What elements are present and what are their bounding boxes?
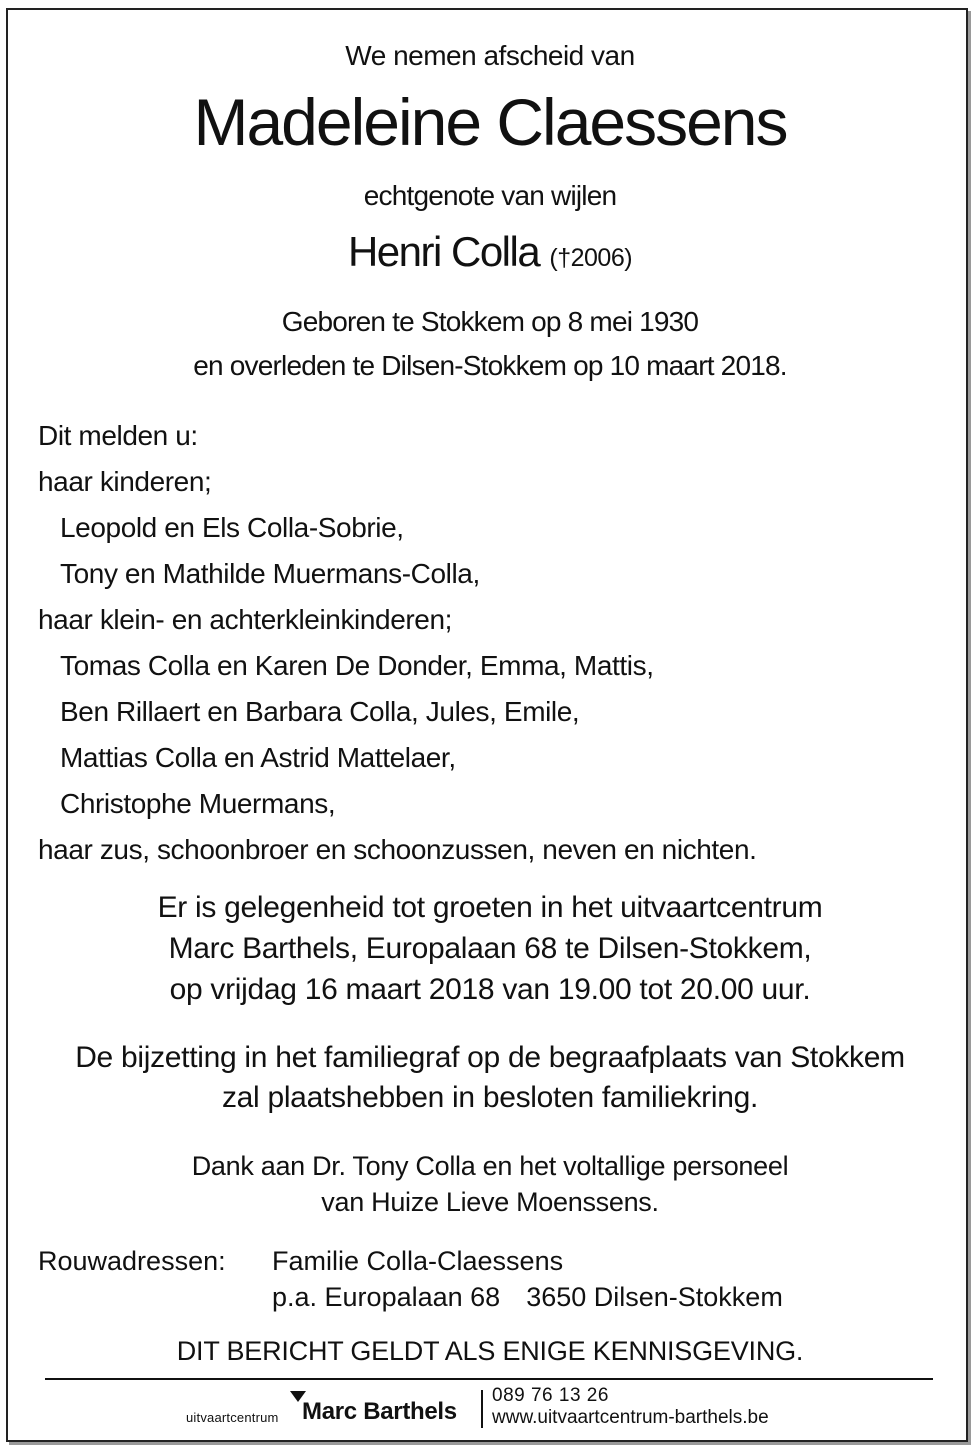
thanks-paragraph [0, 1150, 980, 1222]
spouse-death-year: (†2006) [549, 244, 633, 272]
spouse-line [0, 228, 980, 276]
spouse-label: echtgenote van wijlen [363, 180, 617, 211]
visitation-line: op vrijdag 16 maart 2018 van 19.00 tot 20.00 uur. [169, 973, 811, 1006]
intro-text: We nemen afscheid van [345, 40, 635, 71]
announcer-line: Tony en Mathilde Muermans-Colla, [60, 558, 480, 589]
visitation-line: Marc Barthels, Europalaan 68 te Dilsen-Stokkem, [168, 932, 812, 965]
condolence-address [272, 1282, 783, 1313]
thanks-line: Dank aan Dr. Tony Colla en het voltallige personeel [191, 1151, 789, 1181]
announcer-line: haar kinderen; [38, 466, 212, 497]
condolence-family: Familie Colla-Claessens [272, 1246, 564, 1276]
visitation-paragraph [0, 890, 980, 1013]
announcer-line: Tomas Colla en Karen De Donder, Emma, Mattis, [60, 650, 654, 681]
burial-line: De bijzetting in het familiegraf op de begraafplaats van Stokkem [75, 1041, 905, 1074]
burial-line: zal plaatshebben in besloten familiekring. [221, 1081, 759, 1114]
thanks-line: van Huize Lieve Moenssens. [321, 1187, 659, 1217]
deceased-name: Madeleine Claessens [193, 85, 787, 159]
announcer-line: haar klein- en achterkleinkinderen; [38, 604, 453, 635]
footer-phone: 089 76 13 26 [492, 1385, 609, 1406]
announcer-line: Leopold en Els Colla-Sobrie, [60, 512, 404, 543]
death-line: en overleden te Dilsen-Stokkem op 10 maart 2018. [193, 350, 787, 381]
condolence-city: 3650 Dilsen-Stokkem [526, 1282, 783, 1312]
announcer-line: Dit melden u: [38, 420, 198, 451]
logo-separator [481, 1390, 483, 1428]
visitation-line: Er is gelegenheid tot groeten in het uitvaartcentrum [157, 891, 823, 924]
burial-paragraph [0, 1040, 980, 1120]
footer-website[interactable]: www.uitvaartcentrum-barthels.be [492, 1407, 769, 1428]
announcer-line: Christophe Muermans, [60, 788, 336, 819]
logo-subtitle: uitvaartcentrum [186, 1410, 279, 1425]
announcer-line: haar zus, schoonbroer en schoonzussen, neven en nichten. [38, 834, 757, 865]
birth-line: Geboren te Stokkem op 8 mei 1930 [281, 306, 699, 337]
announcer-line: Ben Rillaert en Barbara Colla, Jules, Emile, [60, 696, 580, 727]
notice-line: DIT BERICHT GELDT ALS ENIGE KENNISGEVING. [176, 1336, 804, 1366]
announcer-line: Mattias Colla en Astrid Mattelaer, [60, 742, 456, 773]
logo-brand: Marc Barthels [302, 1398, 457, 1425]
condolence-label: Rouwadressen: [38, 1246, 226, 1276]
spouse-name: Henri Colla [347, 228, 540, 275]
condolence-street: p.a. Europalaan 68 [272, 1282, 501, 1312]
announcer-list [38, 420, 757, 880]
divider [45, 1378, 933, 1380]
